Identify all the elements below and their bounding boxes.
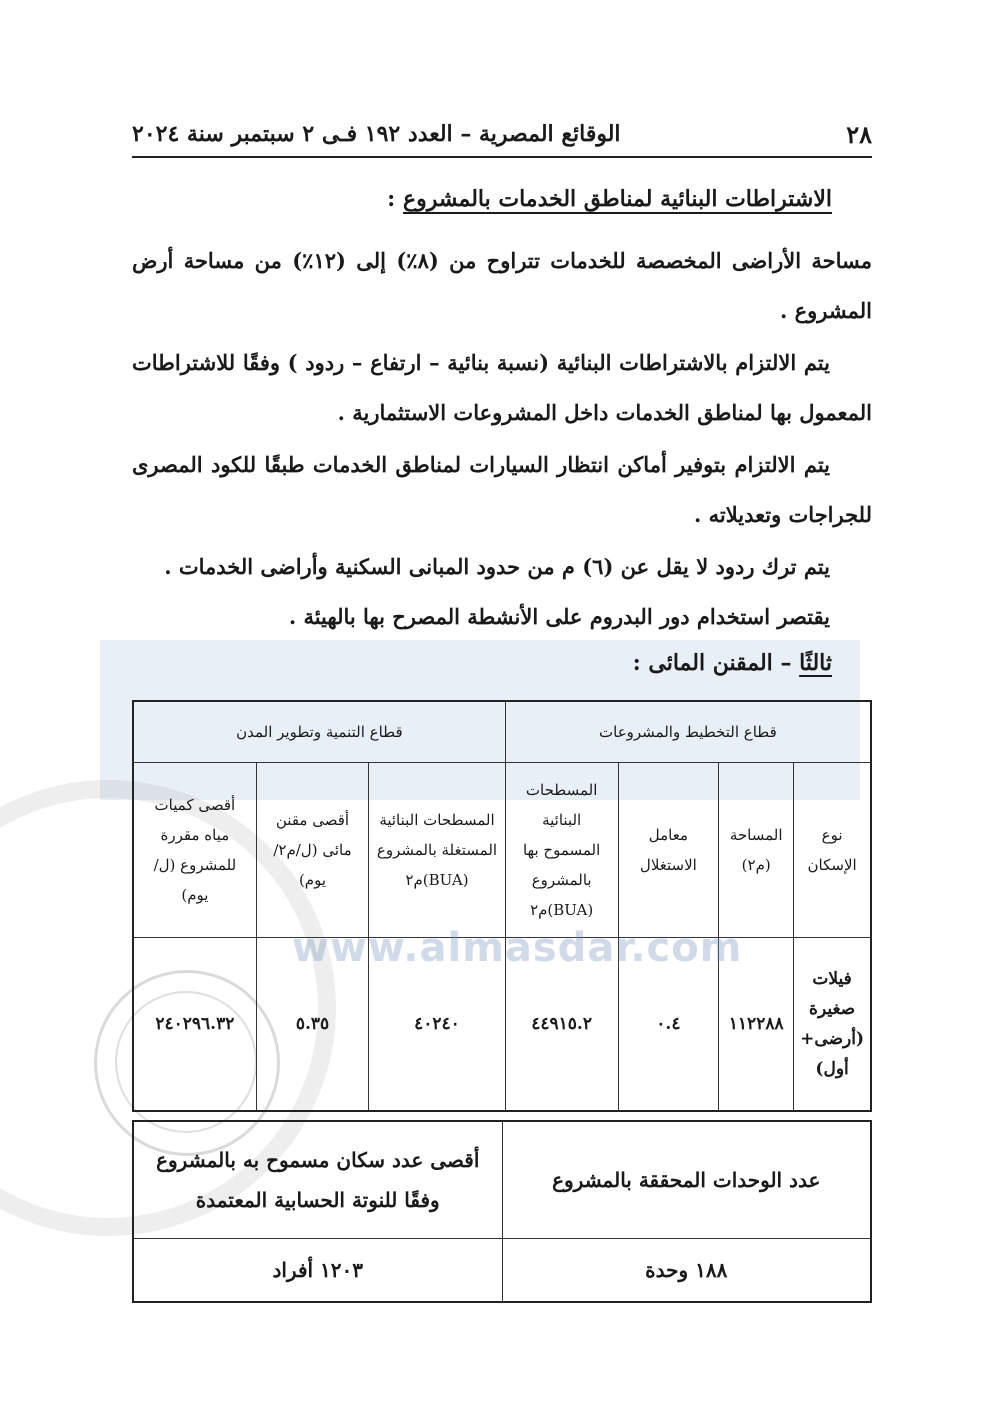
section-title [387, 186, 832, 212]
units-table [132, 1120, 872, 1303]
page-header [132, 112, 872, 158]
page-number: ٢٨ [846, 119, 872, 149]
subheading-text: – المقنن المائى : [632, 650, 800, 676]
col-allowed-bua: المسطحات البنائية المسموح بها بالمشروع (BUA)م٢ [505, 763, 618, 938]
cell-area: ١١٢٢٨٨ [719, 938, 794, 1112]
value-max-residents: ١٢٠٣ أفراد [133, 1239, 502, 1303]
subheading-number: ثالثًا [799, 650, 832, 676]
col-utilization-factor: معامل الاستغلال [618, 763, 719, 938]
units-header-row [133, 1121, 871, 1239]
col-max-water-rate: أقصى مقنن مائى (ل/م٢/ يوم) [256, 763, 368, 938]
table-group-header-row [133, 701, 871, 763]
cell-allowed-bua: ٤٤٩١٥.٢ [505, 938, 618, 1112]
value-units-count: ١٨٨ وحدة [502, 1239, 871, 1303]
paragraph-parking: يتم الالتزام بتوفير أماكن انتظار السيارات لمناطق الخدمات طبقًا للكود المصرى للجراجات وتعديلاته . [132, 452, 872, 527]
col-area: المساحة (م٢) [719, 763, 794, 938]
col-housing-type: نوع الإسكان [794, 763, 871, 938]
header-max-residents: أقصى عدد سكان مسموح به بالمشروع وفقًا للنوتة الحسابية المعتمدة [133, 1121, 502, 1239]
cell-housing-type: فيلات صغيرة (أرضى+ أول) [794, 938, 871, 1112]
header-title: الوقائع المصرية – العدد ١٩٢ فـى ٢ سبتمبر سنة ٢٠٢٤ [132, 121, 621, 147]
units-value-row [133, 1239, 871, 1303]
paragraph-service-area: مساحة الأراضى المخصصة للخدمات تتراوح من (٨٪) إلى (١٢٪) من مساحة أرض المشروع . [132, 248, 872, 323]
cell-max-water-quantity: ٢٤٠٢٩٦.٣٢ [133, 938, 256, 1112]
paragraph-building-conditions: يتم الالتزام بالاشتراطات البنائية (نسبة بنائية – ارتفاع – ردود ) وفقًا للاشتراطات المعمول بها لمناطق الخدمات داخل المشروعات الاستثمارية . [132, 350, 872, 425]
cell-max-water-rate: ٥.٣٥ [256, 938, 368, 1112]
paragraph-setbacks: يتم ترك ردود لا يقل عن (٦) م من حدود المبانى السكنية وأراضى الخدمات . [164, 554, 830, 579]
cell-used-bua: ٤٠٢٤٠ [369, 938, 506, 1112]
watermark-url: www.almasdar.com [292, 925, 743, 971]
group-header-development: قطاع التنمية وتطوير المدن [133, 701, 505, 763]
water-quota-table [132, 700, 872, 1112]
group-header-planning: قطاع التخطيط والمشروعات [505, 701, 871, 763]
section-title-text: الاشتراطات البنائية لمناطق الخدمات بالمشروع [402, 186, 832, 212]
col-max-water-quantity: أقصى كميات مياه مقررة للمشروع (ل/ يوم) [133, 763, 256, 938]
table-column-header-row [133, 763, 871, 938]
section-title-suffix: : [387, 186, 403, 212]
cell-utilization-factor: ٠.٤ [618, 938, 719, 1112]
col-used-bua: المسطحات البنائية المستغلة بالمشروع (BUA)م٢ [369, 763, 506, 938]
subheading-water-quota [633, 650, 832, 676]
header-units-count: عدد الوحدات المحققة بالمشروع [502, 1121, 871, 1239]
paragraph-basement: يقتصر استخدام دور البدروم على الأنشطة المصرح بها بالهيئة . [288, 604, 830, 629]
